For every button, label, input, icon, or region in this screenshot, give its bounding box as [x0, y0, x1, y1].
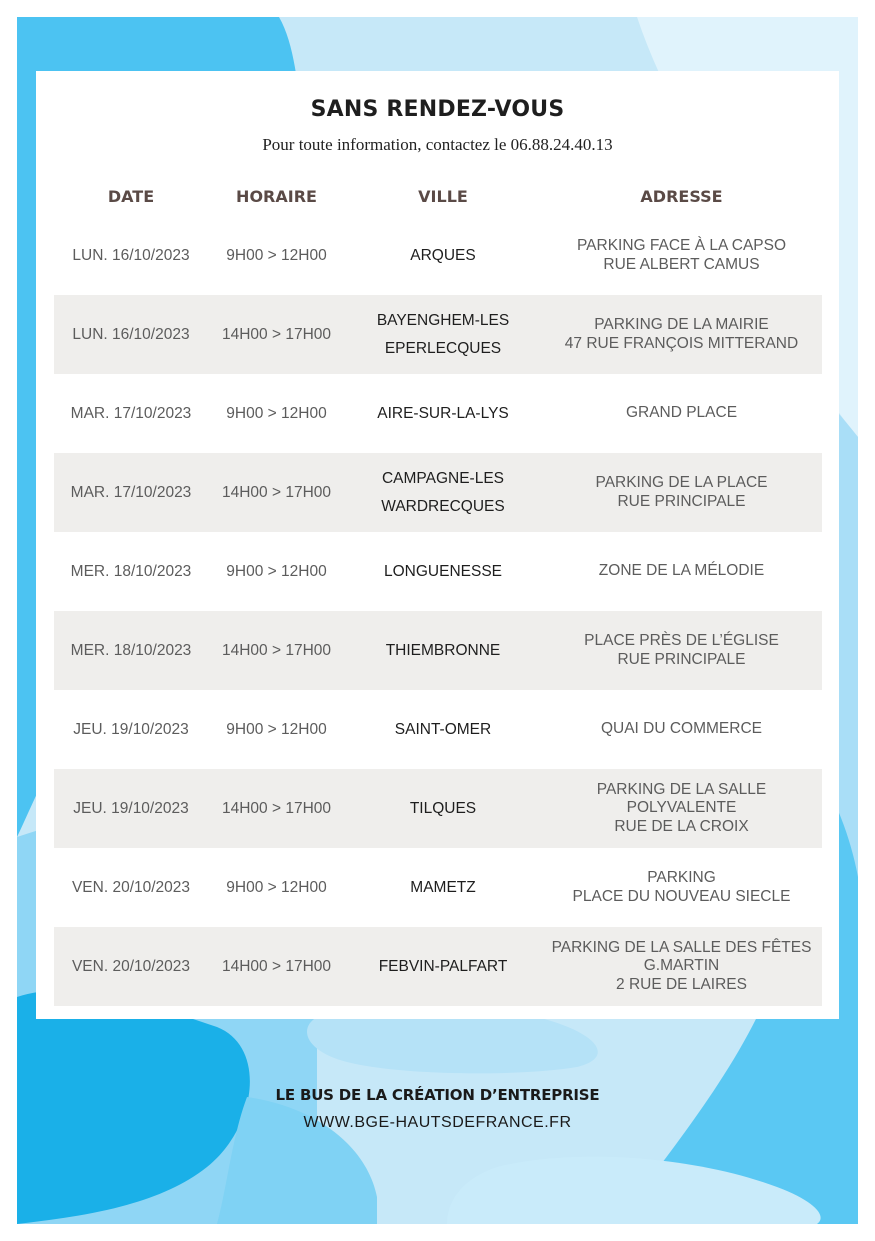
- cell-adresse: PARKING DE LA SALLE DES FÊTES G.MARTIN 2 RUE DE LAIRES: [551, 938, 812, 993]
- table-row: [54, 295, 822, 374]
- table-row: [54, 848, 822, 927]
- cell-ville: ARQUES: [410, 246, 476, 264]
- cell-date: MAR. 17/10/2023: [70, 404, 192, 422]
- footer-website-link[interactable]: WWW.BGE-HAUTSDEFRANCE.FR: [303, 1114, 572, 1131]
- page-title: SANS RENDEZ-VOUS: [310, 97, 565, 122]
- header-adresse: ADRESSE: [640, 186, 723, 206]
- cell-date: VEN. 20/10/2023: [71, 957, 191, 975]
- table-row: [54, 769, 822, 848]
- schedule-table: [54, 216, 822, 1006]
- cell-ville: TILQUES: [409, 799, 477, 817]
- schedule-card: [36, 71, 839, 1019]
- cell-horaire: 14H00 > 17H00: [221, 483, 331, 501]
- cell-date: JEU. 19/10/2023: [73, 799, 189, 817]
- cell-ville: SAINT-OMER: [394, 720, 492, 738]
- table-row: [54, 690, 822, 769]
- cell-adresse: PARKING FACE À LA CAPSO RUE ALBERT CAMUS: [576, 237, 787, 273]
- header-ville: VILLE: [418, 186, 468, 206]
- cell-date: JEU. 19/10/2023: [73, 720, 189, 738]
- cell-date: MAR. 17/10/2023: [70, 483, 192, 501]
- cell-date: MER. 18/10/2023: [70, 641, 192, 659]
- cell-horaire: 14H00 > 17H00: [221, 641, 331, 659]
- cell-ville: FEBVIN-PALFART: [378, 957, 508, 975]
- cell-date: LUN. 16/10/2023: [72, 325, 190, 343]
- cell-horaire: 14H00 > 17H00: [221, 799, 331, 817]
- cell-horaire: 9H00 > 12H00: [226, 720, 327, 738]
- cell-ville: LONGUENESSE: [383, 562, 502, 580]
- contact-subtitle: Pour toute information, contactez le 06.88.24.40.13: [262, 135, 613, 154]
- cell-date: LUN. 16/10/2023: [72, 246, 190, 264]
- table-row: [54, 532, 822, 611]
- cell-horaire: 9H00 > 12H00: [226, 246, 327, 264]
- cell-adresse: PARKING DE LA MAIRIE 47 RUE FRANÇOIS MITTERAND: [564, 316, 799, 352]
- cell-adresse: QUAI DU COMMERCE: [600, 720, 763, 738]
- cell-date: VEN. 20/10/2023: [71, 878, 191, 896]
- cell-ville: MAMETZ: [410, 878, 476, 896]
- cell-horaire: 9H00 > 12H00: [226, 878, 327, 896]
- cell-adresse: GRAND PLACE: [625, 404, 738, 422]
- cell-horaire: 14H00 > 17H00: [221, 325, 331, 343]
- table-row: [54, 611, 822, 690]
- cell-adresse: PARKING DE LA PLACE RUE PRINCIPALE: [595, 474, 768, 510]
- cell-ville: THIEMBRONNE: [385, 641, 501, 659]
- cell-ville: BAYENGHEM-LES EPERLECQUES: [376, 311, 510, 357]
- cell-adresse: PLACE PRÈS DE L’ÉGLISE RUE PRINCIPALE: [584, 632, 779, 668]
- cell-horaire: 9H00 > 12H00: [226, 562, 327, 580]
- table-header: [54, 183, 822, 209]
- cell-adresse: ZONE DE LA MÉLODIE: [598, 562, 765, 580]
- cell-horaire: 9H00 > 12H00: [226, 404, 327, 422]
- cell-adresse: PARKING DE LA SALLE POLYVALENTE RUE DE LA CROIX: [596, 780, 767, 835]
- table-row: [54, 453, 822, 532]
- cell-ville: CAMPAGNE-LES WARDRECQUES: [381, 469, 505, 515]
- header-horaire: HORAIRE: [236, 186, 317, 206]
- cell-date: MER. 18/10/2023: [70, 562, 192, 580]
- header-date: DATE: [107, 186, 155, 206]
- table-row: [54, 927, 822, 1006]
- table-row: [54, 216, 822, 295]
- table-row: [54, 374, 822, 453]
- cell-adresse: PARKING PLACE DU NOUVEAU SIECLE: [572, 869, 791, 905]
- cell-horaire: 14H00 > 17H00: [221, 957, 331, 975]
- cell-ville: AIRE-SUR-LA-LYS: [377, 404, 509, 422]
- footer-tagline: LE BUS DE LA CRÉATION D’ENTREPRISE: [275, 1086, 600, 1104]
